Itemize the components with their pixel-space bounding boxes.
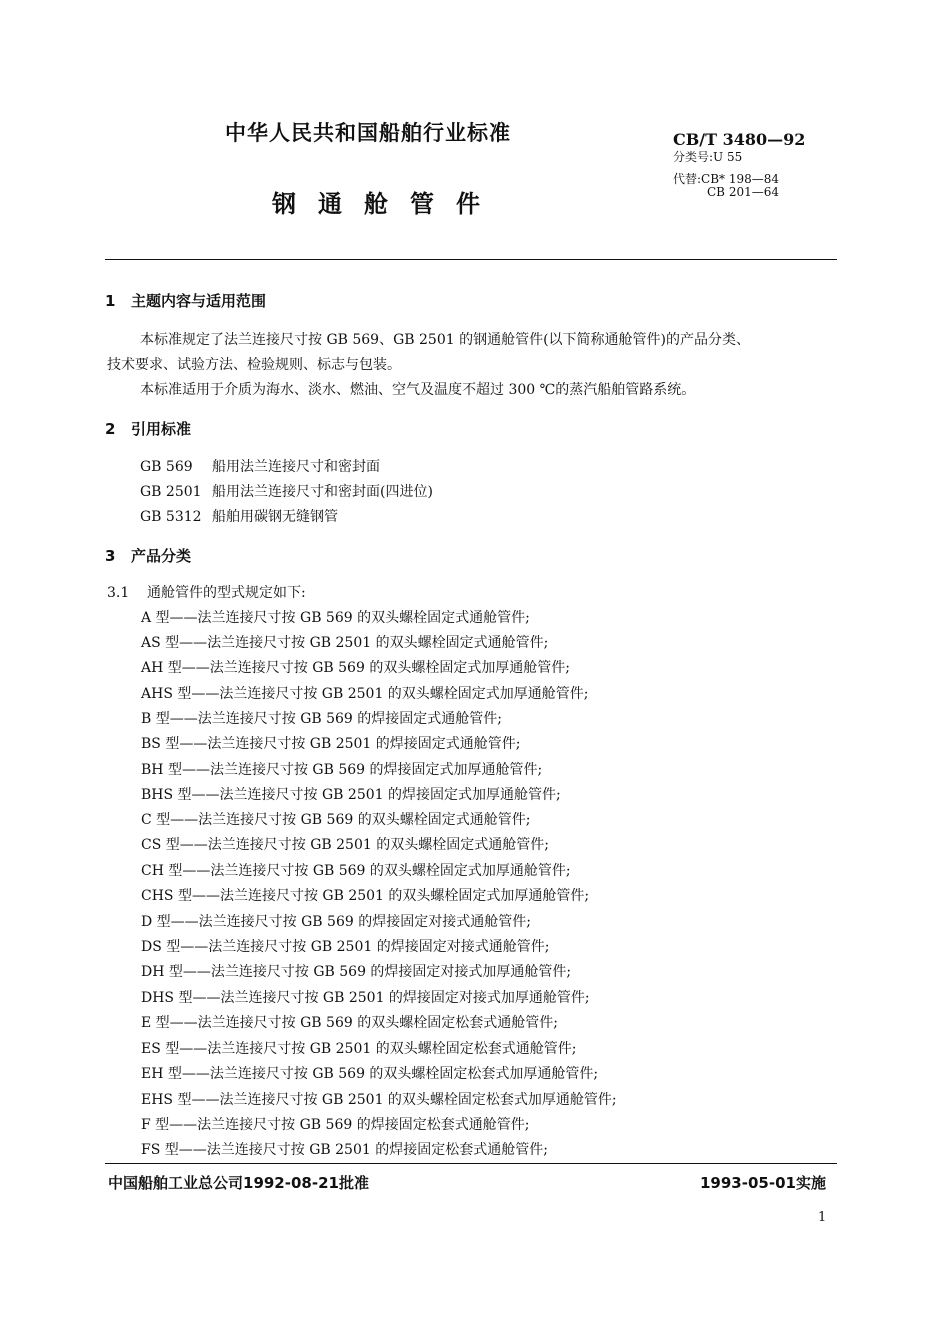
classification-number: 分类号:U 55 [673,150,743,164]
type-item: DS 型——法兰连接尺寸按 GB 2501 的焊接固定对接式通舱管件; [141,939,550,955]
replaces-standard-2: CB 201—64 [707,185,779,199]
type-item: C 型——法兰连接尺寸按 GB 569 的双头螺栓固定式通舱管件; [141,812,531,828]
reference-code: GB 5312 [140,509,202,525]
reference-title: 船舶用碳钢无缝钢管 [212,509,338,525]
header-rule [105,259,837,260]
replaces-standard-1: 代替:CB* 198—84 [673,172,780,186]
effective-date: 1993-05-01实施 [700,1174,826,1192]
type-item: DHS 型——法兰连接尺寸按 GB 2501 的焊接固定对接式加厚通舱管件; [141,990,590,1006]
standard-code: CB/T 3480—92 [673,130,806,149]
section-title: 引用标准 [131,420,192,438]
type-item: DH 型——法兰连接尺寸按 GB 569 的焊接固定对接式加厚通舱管件; [141,964,572,980]
type-item: B 型——法兰连接尺寸按 GB 569 的焊接固定式通舱管件; [141,711,502,727]
type-item: E 型——法兰连接尺寸按 GB 569 的双头螺栓固定松套式通舱管件; [141,1015,558,1031]
section-1-para-2: 本标准适用于介质为海水、淡水、燃油、空气及温度不超过 300 ℃的蒸汽船舶管路系统。 [140,382,696,398]
type-item: EH 型——法兰连接尺寸按 GB 569 的双头螺栓固定松套式加厚通舱管件; [141,1066,599,1082]
org-title: 中华人民共和国船舶行业标准 [225,121,511,145]
reference-item [140,481,433,501]
subsection-text: 通舱管件的型式规定如下: [147,585,306,601]
approval-line: 中国船舶工业总公司1992-08-21批准 [108,1174,369,1192]
reference-title: 船用法兰连接尺寸和密封面 [212,459,380,475]
section-1-heading [105,290,266,311]
type-item: AHS 型——法兰连接尺寸按 GB 2501 的双头螺栓固定式加厚通舱管件; [141,686,589,702]
section-number: 1 [105,292,116,310]
type-item: BHS 型——法兰连接尺寸按 GB 2501 的焊接固定式加厚通舱管件; [141,787,561,803]
section-title: 产品分类 [131,547,192,565]
reference-item [140,456,380,476]
section-3-heading [105,545,191,566]
type-item: A 型——法兰连接尺寸按 GB 569 的双头螺栓固定式通舱管件; [141,610,530,626]
reference-code: GB 2501 [140,484,202,500]
subsection-3-1 [107,582,306,602]
type-item: F 型——法兰连接尺寸按 GB 569 的焊接固定松套式通舱管件; [141,1117,530,1133]
type-item: CH 型——法兰连接尺寸按 GB 569 的双头螺栓固定式加厚通舱管件; [141,863,571,879]
type-item: EHS 型——法兰连接尺寸按 GB 2501 的双头螺栓固定松套式加厚通舱管件; [141,1092,617,1108]
section-1-para-1-line-1: 本标准规定了法兰连接尺寸按 GB 569、GB 2501 的钢通舱管件(以下简称通舱管件)的产品分类、 [140,332,751,348]
reference-title: 船用法兰连接尺寸和密封面(四进位) [212,484,433,500]
section-number: 2 [105,420,116,438]
type-item: D 型——法兰连接尺寸按 GB 569 的焊接固定对接式通舱管件; [141,914,531,930]
footer-rule [105,1163,837,1164]
section-1-para-1-line-2: 技术要求、试验方法、检验规则、标志与包装。 [107,357,401,373]
type-item: AH 型——法兰连接尺寸按 GB 569 的双头螺栓固定式加厚通舱管件; [141,660,571,676]
section-2-heading [105,418,191,439]
reference-code: GB 569 [140,459,193,475]
subsection-number: 3.1 [107,585,130,601]
type-item: ES 型——法兰连接尺寸按 GB 2501 的双头螺栓固定松套式通舱管件; [141,1041,577,1057]
page-number: 1 [818,1210,827,1225]
type-item: FS 型——法兰连接尺寸按 GB 2501 的焊接固定松套式通舱管件; [141,1142,548,1158]
section-title: 主题内容与适用范围 [131,292,267,310]
type-item: BH 型——法兰连接尺寸按 GB 569 的焊接固定式加厚通舱管件; [141,762,543,778]
section-number: 3 [105,547,116,565]
type-item: CHS 型——法兰连接尺寸按 GB 2501 的双头螺栓固定式加厚通舱管件; [141,888,590,904]
doc-title: 钢通舱管件 [272,190,502,218]
type-item: BS 型——法兰连接尺寸按 GB 2501 的焊接固定式通舱管件; [141,736,521,752]
reference-item [140,506,338,526]
type-item: AS 型——法兰连接尺寸按 GB 2501 的双头螺栓固定式通舱管件; [141,635,549,651]
type-item: CS 型——法兰连接尺寸按 GB 2501 的双头螺栓固定式通舱管件; [141,837,549,853]
